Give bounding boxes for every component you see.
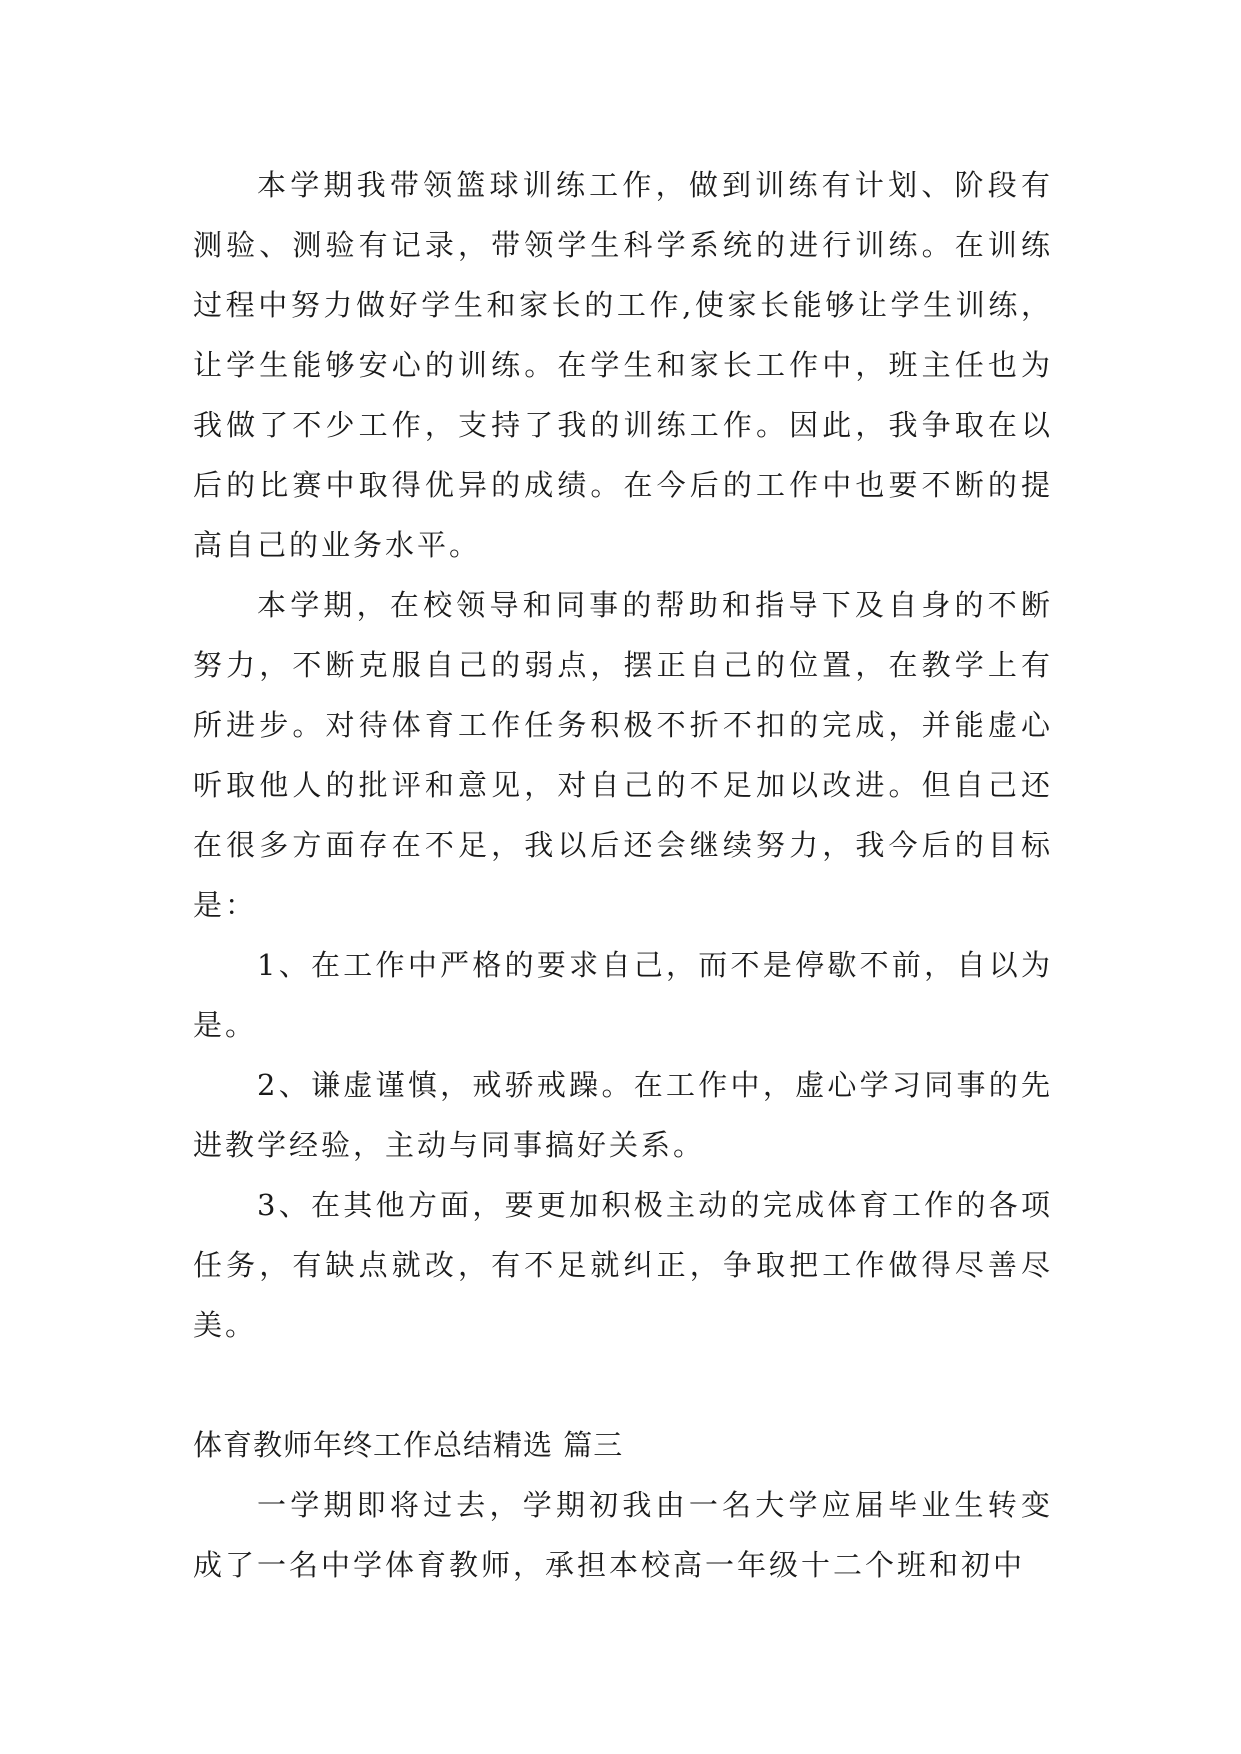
document-body xyxy=(193,155,1053,1595)
paragraph-goal-3: 3、在其他方面，要更加积极主动的完成体育工作的各项任务，有缺点就改，有不足就纠正，争取把工作做得尽善尽美。 xyxy=(193,1188,1053,1342)
paragraph-basketball-training: 本学期我带领篮球训练工作，做到训练有计划、阶段有测验、测验有记录，带领学生科学系统的进行训练。在训练过程中努力做好学生和家长的工作,使家长能够让学生训练，让学生能够安心的训练。在学生和家长工作中，班主任也为我做了不少工作，支持了我的训练工作。因此，我争取在以后的比赛中取得优异的成绩。在今后的工作中也要不断的提高自己的业务水平。 xyxy=(193,168,1053,562)
paragraph-semester-intro: 一学期即将过去，学期初我由一名大学应届毕业生转变成了一名中学体育教师，承担本校高一年级十二个班和初中 xyxy=(193,1488,1053,1582)
section-heading: 体育教师年终工作总结精选 篇三 xyxy=(193,1428,624,1462)
paragraph-goal-2: 2、谦虚谨慎，戒骄戒躁。在工作中，虚心学习同事的先进教学经验，主动与同事搞好关系。 xyxy=(193,1068,1053,1162)
paragraph-self-assessment: 本学期，在校领导和同事的帮助和指导下及自身的不断努力，不断克服自己的弱点，摆正自己的位置，在教学上有所进步。对待体育工作任务积极不折不扣的完成，并能虚心听取他人的批评和意见，对自己的不足加以改进。但自己还在很多方面存在不足，我以后还会继续努力，我今后的目标是： xyxy=(193,588,1053,922)
paragraph-goal-1: 1、在工作中严格的要求自己，而不是停歇不前，自以为是。 xyxy=(193,948,1053,1042)
